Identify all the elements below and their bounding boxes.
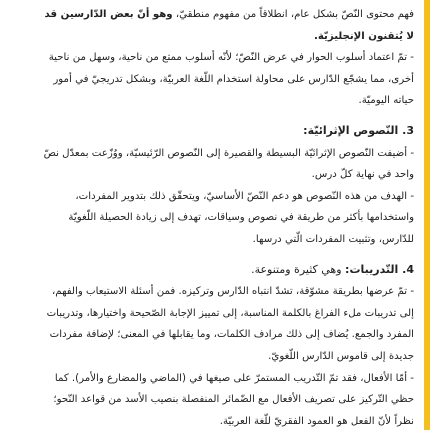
text-run: - الهدف من هذه النّصوص هو دعم النّصّ الأساسيّ، ويتحقّق ذلك بتدوير المفردات، واستخدامها بأكثر من طريقة في نصوص وسياقات، تهدف إلى زيادة الحصيلة اللّغويّة للدّارس، وتثبيت المفردات الّتي درسها. xyxy=(68,190,414,245)
accent-sidebar-bar xyxy=(424,0,430,430)
section-heading-note: وهي كثيرة ومتنوعة. xyxy=(251,262,346,276)
body-paragraph xyxy=(40,47,414,112)
bold-text-run: وهو أنّ بعض الدّارسين قد لا يُتقنون الإنجليزيّة. xyxy=(44,9,414,42)
text-run: - تمّ اعتماد أسلوب الحوار في عرض النّصّ؛ لأنّه أسلوب ممتع من ناحية، وسهل من ناحية أخرى، مما يشجّع الدّارس على محاولة استخدام اللّغة العربيّة، وبشكل تدريجيّ في أمور حياته اليوميّة. xyxy=(48,52,414,107)
body-paragraph xyxy=(40,186,414,251)
body-paragraph xyxy=(40,143,414,186)
body-paragraph xyxy=(40,4,414,47)
section-heading xyxy=(40,259,414,281)
body-paragraph xyxy=(40,281,414,367)
section-heading-label: 3. النّصوص الإثرائيّة: xyxy=(303,123,414,137)
text-run: - أمّا الأفعال، فقد تمّ التّدريب المستمرّ على صيغها في (الماضي والمضارع والأمر). كما حظي التّركيز على تصريف الأفعال مع الضّمائر المنفصلة بنصيب الأسد من قواعد النّحو؛ نظراً لأنّ الفعل هو العمود الفقريّ للّغة العربيّة. xyxy=(53,372,414,427)
section-heading-label: 4. التّدريبات: xyxy=(345,262,414,276)
body-paragraph xyxy=(40,368,414,430)
text-run: فهم محتوى النّصّ بشكل عام، انطلاقاً من مفهوم منطقيّ، xyxy=(172,9,414,20)
document-body xyxy=(40,4,414,430)
text-run: - أضيفت النّصوص الإثرائيّة البسيطة والقصيرة إلى النّصوص الرّئيسيّة، ووُزّعت بمعدّل نصّ واحد في نهاية كلّ درس. xyxy=(43,147,414,181)
text-run: - تمّ عرضها بطريقة مشوّقة، تشدّ انتباه الدّارس وتركيزه. فمن أسئلة الاستيعاب والفهم، إلى تدريبات ملء الفراغ بالكلمة المناسبة، إلى تمييز الإجابة الصّحيحة واختيارها، وتدريبات المفرد والجمع. يُضاف إلى ذلك مرادف الكلمات، وما يقابلها في المعنى؛ لإضافة مفردات جديدة إلى قاموس الدّارس اللّغويّ. xyxy=(46,286,414,362)
section-heading xyxy=(40,120,414,142)
